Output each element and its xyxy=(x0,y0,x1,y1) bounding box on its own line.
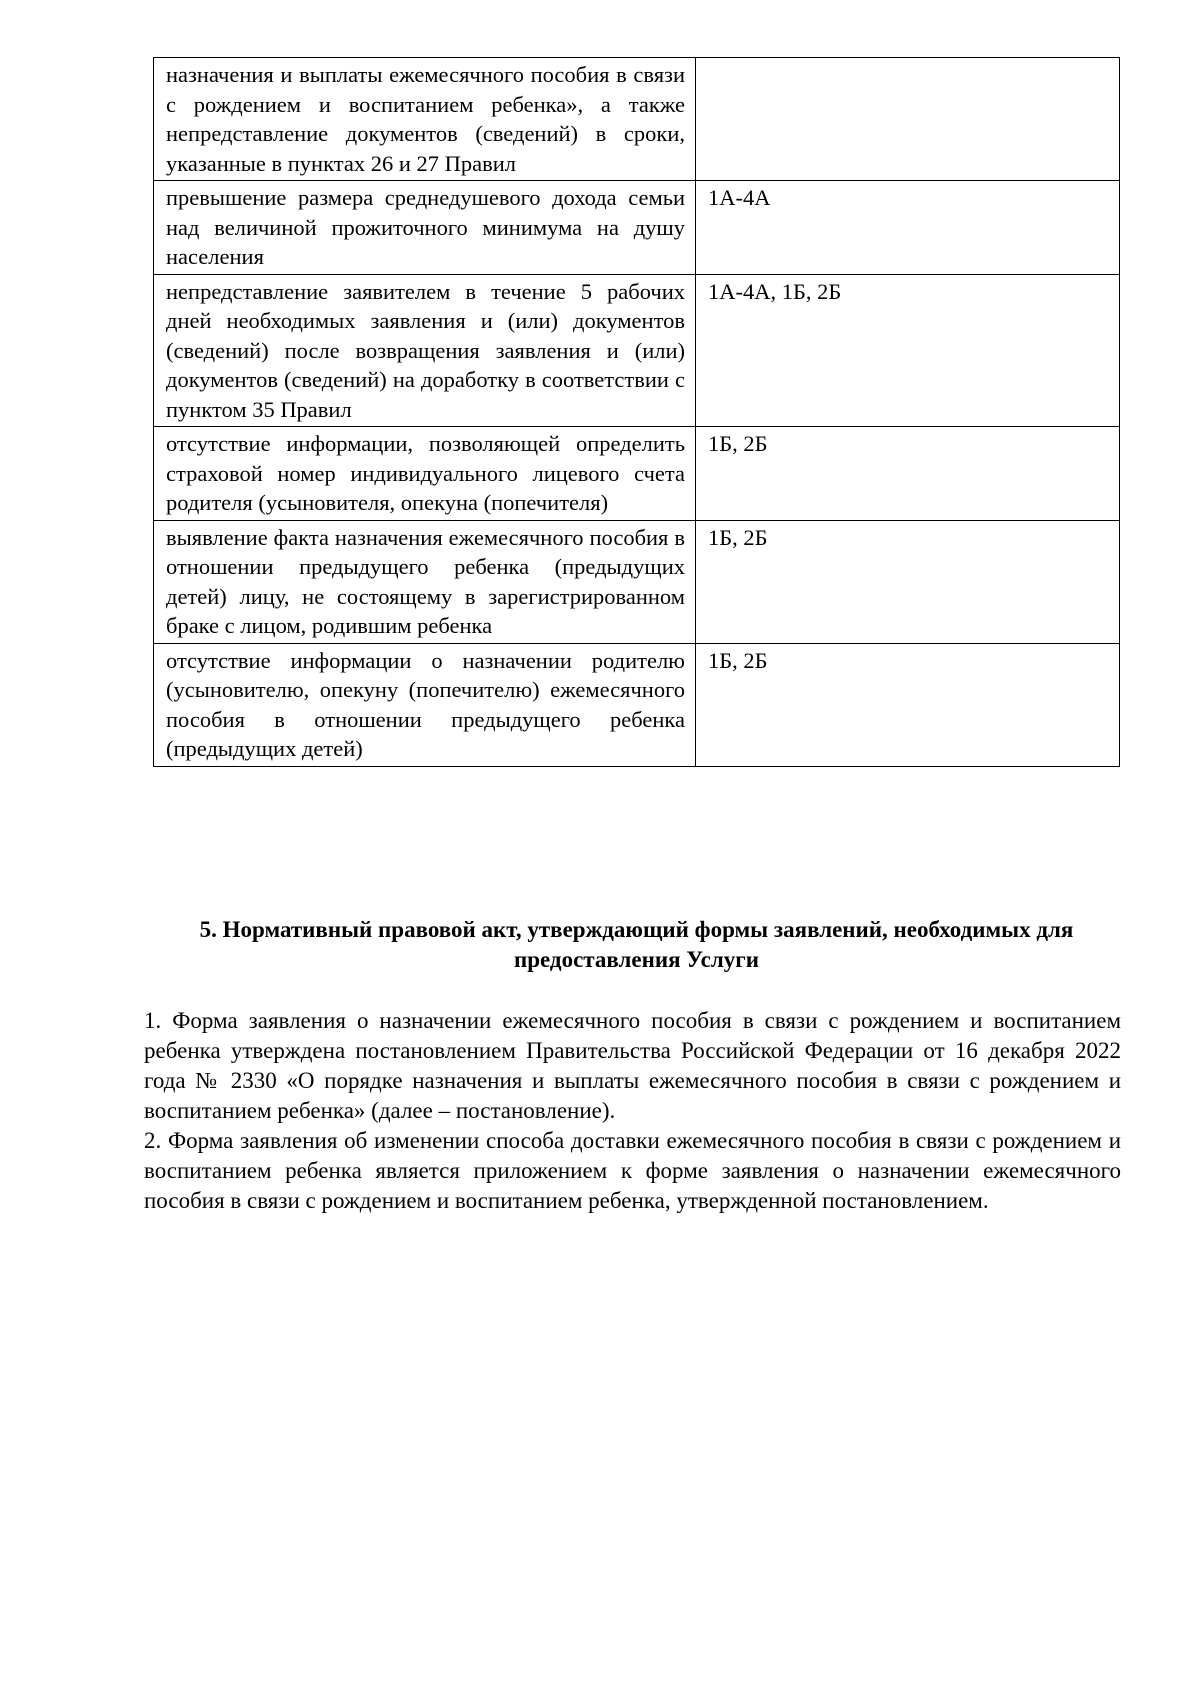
document-codes-cell xyxy=(696,58,1120,181)
paragraph: 2. Форма заявления об изменении способа доставки ежемесячного пособия в связи с рождением и воспитанием ребенка является приложением к форме заявления о назначении ежемесячного пособия в связи с рождением и воспитанием ребенка, утвержденной постановлением. xyxy=(144,1128,1121,1213)
paragraph: 1. Форма заявления о назначении ежемесячного пособия в связи с рождением и воспитанием ребенка утверждена постановлением Правительства Российской Федерации от 16 декабря 2022 года № 2330 «О порядке назначения и выплаты ежемесячного пособия в связи с рождением и воспитанием ребенка» (далее – постановление). xyxy=(144,1008,1121,1123)
document-codes-cell: 1Б, 2Б xyxy=(696,643,1120,766)
refusal-reason-cell: выявление факта назначения ежемесячного пособия в отношении предыдущего ребенка (предыдущих детей) лицу, не состоящему в зарегистрированном браке с лицом, родившим ребенка xyxy=(154,520,696,643)
refusal-reason-cell: назначения и выплаты ежемесячного пособия в связи с рождением и воспитанием ребенка», а также непредставление документов (сведений) в сроки, указанные в пунктах 26 и 27 Правил xyxy=(154,58,696,181)
refusal-reason-cell: отсутствие информации, позволяющей определить страховой номер индивидуального лицевого счета родителя (усыновителя, опекуна (попечителя) xyxy=(154,427,696,521)
table-row xyxy=(154,643,1120,766)
table-row xyxy=(154,520,1120,643)
refusal-grounds-table xyxy=(153,57,1120,767)
refusal-reason-cell: отсутствие информации о назначении родителю (усыновителю, опекуну (попечителю) ежемесячного пособия в отношении предыдущего ребенка (предыдущих детей) xyxy=(154,643,696,766)
document-codes-cell: 1Б, 2Б xyxy=(696,427,1120,521)
section-body xyxy=(144,1006,1121,1216)
document-codes-cell: 1Б, 2Б xyxy=(696,520,1120,643)
table-row xyxy=(154,427,1120,521)
document-codes-cell: 1А-4А, 1Б, 2Б xyxy=(696,274,1120,427)
document-codes-cell: 1А-4А xyxy=(696,181,1120,275)
refusal-reason-cell: непредставление заявителем в течение 5 рабочих дней необходимых заявления и (или) документов (сведений) после возвращения заявления и (или) документов (сведений) на доработку в соответствии с пунктом 35 Правил xyxy=(154,274,696,427)
refusal-reason-cell: превышение размера среднедушевого дохода семьи над величиной прожиточного минимума на душу населения xyxy=(154,181,696,275)
table-row xyxy=(154,181,1120,275)
section-heading: 5. Нормативный правовой акт, утверждающий формы заявлений, необходимых для предоставления Услуги xyxy=(199,917,1074,972)
table-row xyxy=(154,58,1120,181)
table-row xyxy=(154,274,1120,427)
